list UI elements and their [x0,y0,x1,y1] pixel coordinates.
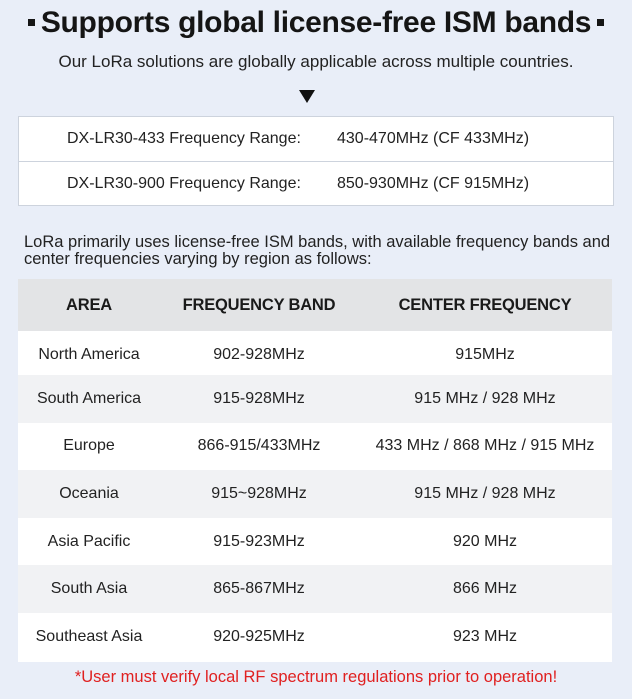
range-row [19,162,613,206]
range-row [19,117,613,162]
cell-frequency-band: 920-925MHz [213,628,305,645]
cell-area: Europe [63,437,115,454]
regulation-note: *User must verify local RF spectrum regulations prior to operation! [74,668,558,686]
page-title [0,6,632,40]
range-value: 430-470MHz (CF 433MHz) [337,130,530,147]
cell-area: Asia Pacific [47,533,131,550]
cell-center-frequency: 866 MHz [452,580,518,597]
cell-frequency-band: 915~928MHz [211,485,307,502]
cell-area: North America [38,346,140,363]
cell-frequency-band: 915-923MHz [213,533,305,550]
table-row [18,422,612,470]
cell-frequency-band: 866-915/433MHz [197,437,321,454]
cell-area: Oceania [59,485,119,502]
range-label: DX-LR30-900 Frequency Range: [67,175,301,192]
table-row [18,518,612,566]
table-row [18,613,612,661]
down-arrow-icon [299,90,315,103]
frequency-table [18,279,612,662]
cell-frequency-band: 865-867MHz [213,580,305,597]
table-row [18,375,612,423]
table-row [18,331,612,379]
bullet-right-icon [597,19,604,26]
header-center-frequency: CENTER FREQUENCY [398,295,572,314]
cell-frequency-band: 902-928MHz [213,346,305,363]
page-title-text: Supports global license-free ISM bands [40,6,592,39]
cell-center-frequency: 433 MHz / 868 MHz / 915 MHz [375,437,595,454]
cell-frequency-band: 915-928MHz [213,390,305,407]
table-row [18,565,612,613]
range-label: DX-LR30-433 Frequency Range: [67,130,301,147]
cell-center-frequency: 923 MHz [452,628,518,645]
header-frequency-band: FREQUENCY BAND [182,295,336,314]
frequency-range-box [18,116,614,206]
cell-center-frequency: 920 MHz [452,533,518,550]
cell-center-frequency: 915MHz [455,346,515,363]
page-subtitle: Our LoRa solutions are globally applicable across multiple countries. [58,52,574,71]
cell-area: South America [36,390,142,407]
table-header-row [18,279,612,331]
table-row [18,470,612,518]
cell-center-frequency: 915 MHz / 928 MHz [414,390,556,407]
range-value: 850-930MHz (CF 915MHz) [337,175,530,192]
cell-area: Southeast Asia [35,628,143,645]
intro-text: LoRa primarily uses license-free ISM bands, with available frequency bands and center frequencies varying by region as follows: [24,233,611,268]
bullet-left-icon [28,19,35,26]
cell-area: South Asia [50,580,128,597]
cell-center-frequency: 915 MHz / 928 MHz [414,485,556,502]
header-area: AREA [66,295,112,314]
